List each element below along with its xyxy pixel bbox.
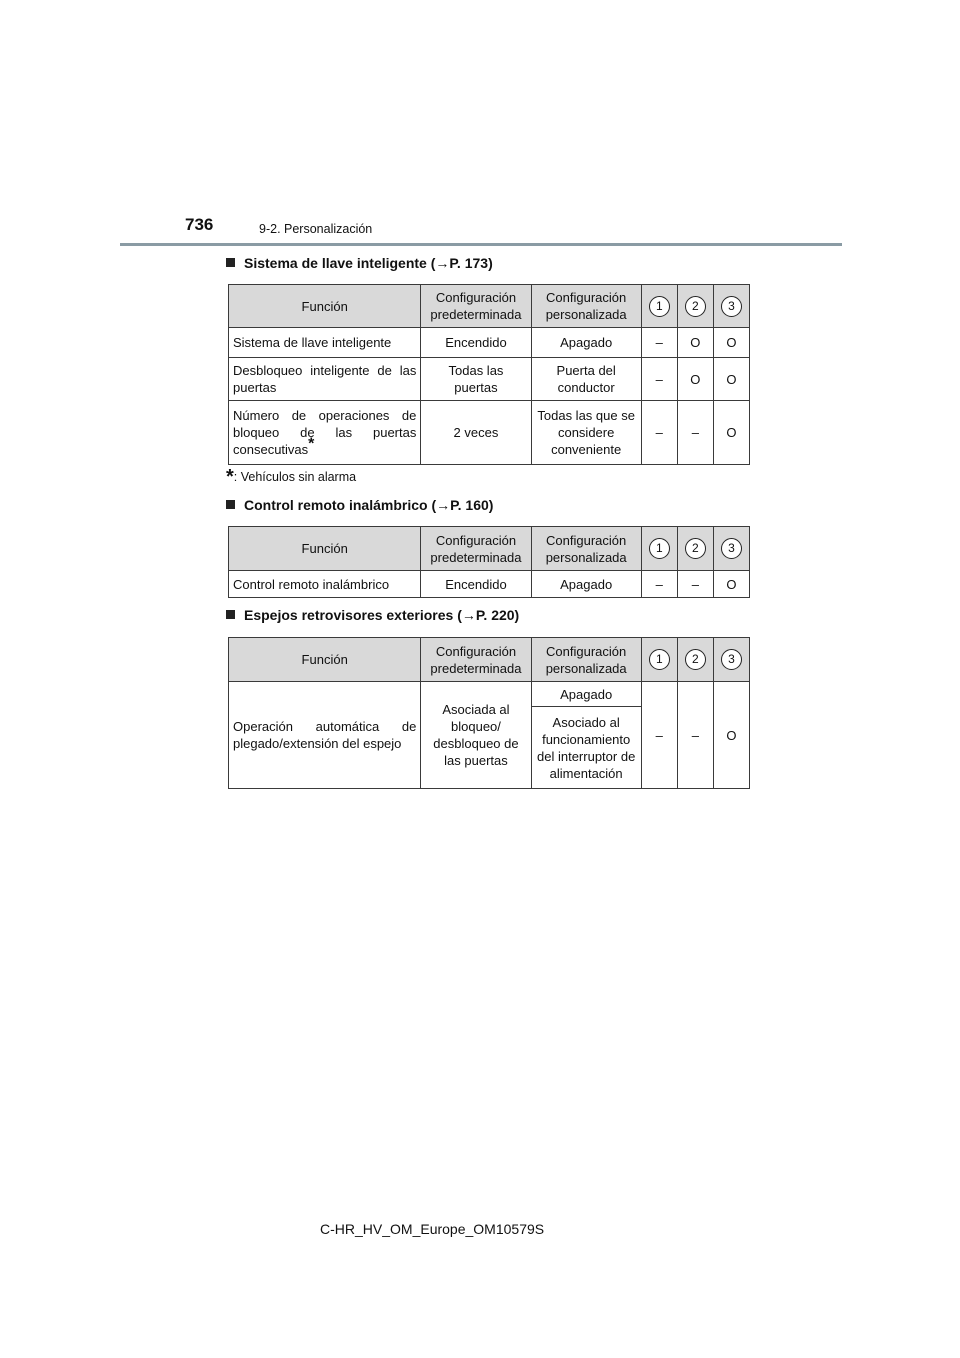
default-cell: Asociada al bloqueo/ desbloqueo de las puertas [421, 682, 531, 789]
wireless-remote-table [228, 526, 750, 598]
column-header-marker-2 [677, 527, 713, 571]
custom-cell: Apagado [531, 571, 641, 598]
heading-text: Espejos retrovisores exteriores (→P. 220) [244, 607, 520, 623]
circled-2-icon: 2 [685, 538, 706, 559]
footnote-star: * [226, 466, 234, 488]
marker-2-cell: – [677, 571, 713, 598]
custom-option-cell: Apagado [531, 682, 641, 707]
column-header-marker-3 [713, 527, 749, 571]
function-cell: Operación automática de plegado/extensión del espejo [229, 682, 421, 789]
marker-3-cell: O [713, 328, 749, 358]
marker-2-cell: O [677, 358, 713, 401]
table-row [229, 401, 750, 465]
default-cell: Todas las puertas [421, 358, 531, 401]
marker-3-cell: O [713, 682, 749, 789]
column-header-function: Función [229, 638, 421, 682]
table-row [229, 682, 750, 707]
custom-cell: Puerta del conductor [531, 358, 641, 401]
function-cell: Sistema de llave inteligente [229, 328, 421, 358]
footnote-mark: * [308, 435, 315, 453]
heading-text: Control remoto inalámbrico (→P. 160) [244, 497, 494, 513]
column-header-marker-2 [677, 638, 713, 682]
default-cell: 2 veces [421, 401, 531, 465]
section-label: 9-2. Personalización [259, 222, 373, 236]
footnote [226, 466, 356, 489]
marker-2-cell: – [677, 682, 713, 789]
section-heading-smart-key [226, 255, 493, 271]
page-number: 736 [185, 215, 214, 234]
marker-1-cell: – [641, 401, 677, 465]
column-header-marker-3 [713, 285, 749, 328]
exterior-mirrors-table [228, 637, 750, 789]
circled-2-icon: 2 [685, 296, 706, 317]
section-heading-exterior-mirrors [226, 607, 519, 623]
marker-1-cell: – [641, 571, 677, 598]
table-row [229, 571, 750, 598]
heading-text: Sistema de llave inteligente (→P. 173) [244, 255, 493, 271]
custom-cell: Todas las que se considere conveniente [531, 401, 641, 465]
document-code: C-HR_HV_OM_Europe_OM10579S [320, 1221, 545, 1237]
header-rule [120, 243, 842, 246]
table-row [229, 328, 750, 358]
square-bullet-icon [226, 500, 235, 509]
circled-1-icon: 1 [649, 649, 670, 670]
marker-2-cell: – [677, 401, 713, 465]
section-heading-wireless-remote [226, 497, 493, 513]
marker-3-cell: O [713, 358, 749, 401]
function-text: Número de operaciones de bloqueo de las puertas consecutivas [233, 408, 417, 457]
circled-1-icon: 1 [649, 538, 670, 559]
table-header-row [229, 285, 750, 328]
default-cell: Encendido [421, 571, 531, 598]
column-header-custom: Configuración personalizada [531, 285, 641, 328]
column-header-marker-1 [641, 285, 677, 328]
circled-3-icon: 3 [721, 538, 742, 559]
table-row [229, 358, 750, 401]
marker-3-cell: O [713, 401, 749, 465]
function-cell [229, 401, 421, 465]
smart-key-table [228, 284, 750, 465]
function-cell: Control remoto inalámbrico [229, 571, 421, 598]
function-cell: Desbloqueo inteligente de las puertas [229, 358, 421, 401]
column-header-custom: Configuración personalizada [531, 527, 641, 571]
square-bullet-icon [226, 610, 235, 619]
default-cell: Encendido [421, 328, 531, 358]
marker-1-cell: – [641, 682, 677, 789]
column-header-default: Configuración predeterminada [421, 285, 531, 328]
marker-3-cell: O [713, 571, 749, 598]
table-header-row [229, 527, 750, 571]
column-header-function: Función [229, 285, 421, 328]
square-bullet-icon [226, 258, 235, 267]
column-header-default: Configuración predeterminada [421, 527, 531, 571]
circled-1-icon: 1 [649, 296, 670, 317]
custom-option-cell: Asociado al funcionamiento del interruptor de alimentación [531, 707, 641, 789]
table-header-row [229, 638, 750, 682]
column-header-marker-1 [641, 638, 677, 682]
marker-1-cell: – [641, 328, 677, 358]
column-header-marker-1 [641, 527, 677, 571]
column-header-marker-3 [713, 638, 749, 682]
marker-2-cell: O [677, 328, 713, 358]
column-header-function: Función [229, 527, 421, 571]
marker-1-cell: – [641, 358, 677, 401]
custom-cell: Apagado [531, 328, 641, 358]
column-header-custom: Configuración personalizada [531, 638, 641, 682]
circled-3-icon: 3 [721, 649, 742, 670]
footnote-text: : Vehículos sin alarma [233, 470, 357, 484]
circled-3-icon: 3 [721, 296, 742, 317]
column-header-marker-2 [677, 285, 713, 328]
circled-2-icon: 2 [685, 649, 706, 670]
column-header-default: Configuración predeterminada [421, 638, 531, 682]
